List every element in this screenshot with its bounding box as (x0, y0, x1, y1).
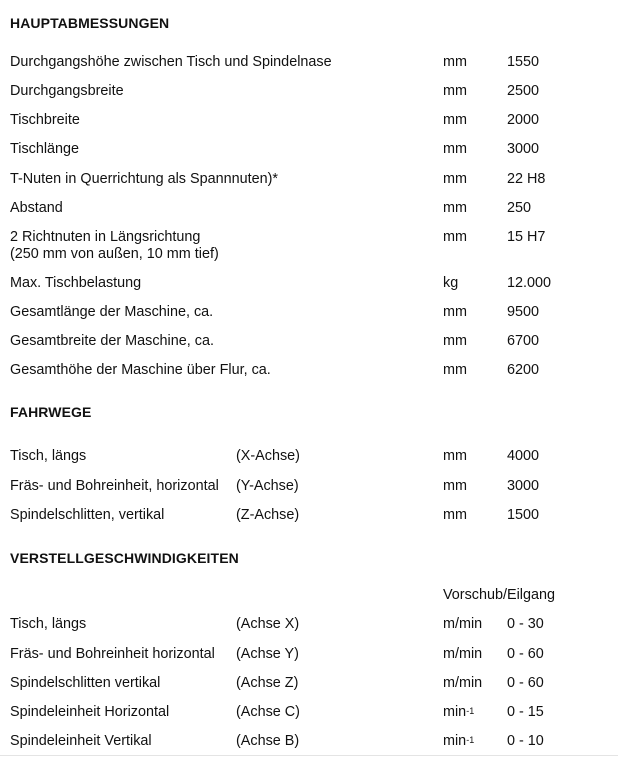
row-unit: mm (443, 141, 467, 157)
row-unit (443, 733, 474, 750)
row-label: Gesamthöhe der Maschine über Flur, ca. (10, 362, 271, 378)
row-label: Tischlänge (10, 141, 80, 157)
row-value: 2500 (507, 83, 540, 99)
row-unit: mm (443, 304, 467, 320)
heading-speeds: VERSTELLGESCHWINDIGKEITEN (10, 550, 239, 566)
row-unit: mm (443, 362, 467, 378)
row-unit: mm (443, 112, 467, 128)
row-unit (443, 704, 474, 721)
row-label: Spindeleinheit Vertikal (10, 733, 152, 749)
row-unit: mm (443, 507, 467, 523)
row-unit: mm (443, 171, 467, 187)
row-value: 3000 (507, 141, 540, 157)
unit-base: min (443, 733, 467, 749)
row-value: 0 - 60 (507, 646, 544, 662)
row-unit: mm (443, 478, 467, 494)
row-label: Durchgangshöhe zwischen Tisch und Spindelnase (10, 54, 332, 70)
row-axis: (Achse C) (236, 704, 300, 720)
row-label: Tisch, längs (10, 616, 87, 632)
row-label: Max. Tischbelastung (10, 275, 142, 291)
page-bottom-divider (0, 755, 618, 756)
heading-main-dimensions: HAUPTABMESSUNGEN (10, 15, 170, 31)
row-axis: (Achse Y) (236, 646, 299, 662)
row-value: 2000 (507, 112, 540, 128)
unit-exponent: -1 (466, 735, 475, 745)
column-header-feed-rapid: Vorschub/Eilgang (443, 587, 556, 603)
unit-exponent: -1 (466, 706, 475, 716)
row-axis: (Achse X) (236, 616, 300, 632)
row-value: 250 (507, 200, 532, 216)
row-value: 0 - 10 (507, 733, 544, 749)
heading-travels: FAHRWEGE (10, 404, 92, 420)
row-label: 2 Richtnuten in Längsrichtung (10, 229, 201, 245)
row-label: Fräs- und Bohreinheit, horizontal (10, 478, 219, 494)
row-unit: m/min (443, 616, 483, 632)
row-unit: mm (443, 83, 467, 99)
row-sublabel: (250 mm von außen, 10 mm tief) (10, 246, 219, 262)
row-label: Fräs- und Bohreinheit horizontal (10, 646, 215, 662)
row-value: 3000 (507, 478, 540, 494)
unit-base: min (443, 704, 467, 720)
row-label: Gesamtbreite der Maschine, ca. (10, 333, 214, 349)
row-value: 4000 (507, 448, 540, 464)
row-value: 6700 (507, 333, 540, 349)
row-unit: kg (443, 275, 459, 291)
row-value: 0 - 30 (507, 616, 544, 632)
row-label: Spindeleinheit Horizontal (10, 704, 170, 720)
row-unit: m/min (443, 675, 483, 691)
row-label: Tischbreite (10, 112, 80, 128)
row-value: 1550 (507, 54, 540, 70)
row-unit: m/min (443, 646, 483, 662)
row-label: Spindelschlitten vertikal (10, 675, 161, 691)
row-value: 0 - 15 (507, 704, 544, 720)
row-unit: mm (443, 54, 467, 70)
row-value: 6200 (507, 362, 540, 378)
row-axis: (Y-Achse) (236, 478, 299, 494)
row-label: T-Nuten in Querrichtung als Spannnuten)* (10, 171, 278, 187)
row-label: Abstand (10, 200, 63, 216)
row-value: 15 H7 (507, 229, 546, 245)
row-value: 12.000 (507, 275, 552, 291)
row-value: 0 - 60 (507, 675, 544, 691)
row-value: 1500 (507, 507, 540, 523)
row-unit: mm (443, 333, 467, 349)
row-label: Spindelschlitten, vertikal (10, 507, 165, 523)
row-axis: (Z-Achse) (236, 507, 300, 523)
row-label: Gesamtlänge der Maschine, ca. (10, 304, 214, 320)
row-unit: mm (443, 229, 467, 245)
row-axis: (X-Achse) (236, 448, 300, 464)
row-label: Tisch, längs (10, 448, 87, 464)
row-label: Durchgangsbreite (10, 83, 124, 99)
row-axis: (Achse Z) (236, 675, 299, 691)
row-value: 9500 (507, 304, 540, 320)
row-unit: mm (443, 448, 467, 464)
row-value: 22 H8 (507, 171, 546, 187)
row-unit: mm (443, 200, 467, 216)
row-axis: (Achse B) (236, 733, 300, 749)
